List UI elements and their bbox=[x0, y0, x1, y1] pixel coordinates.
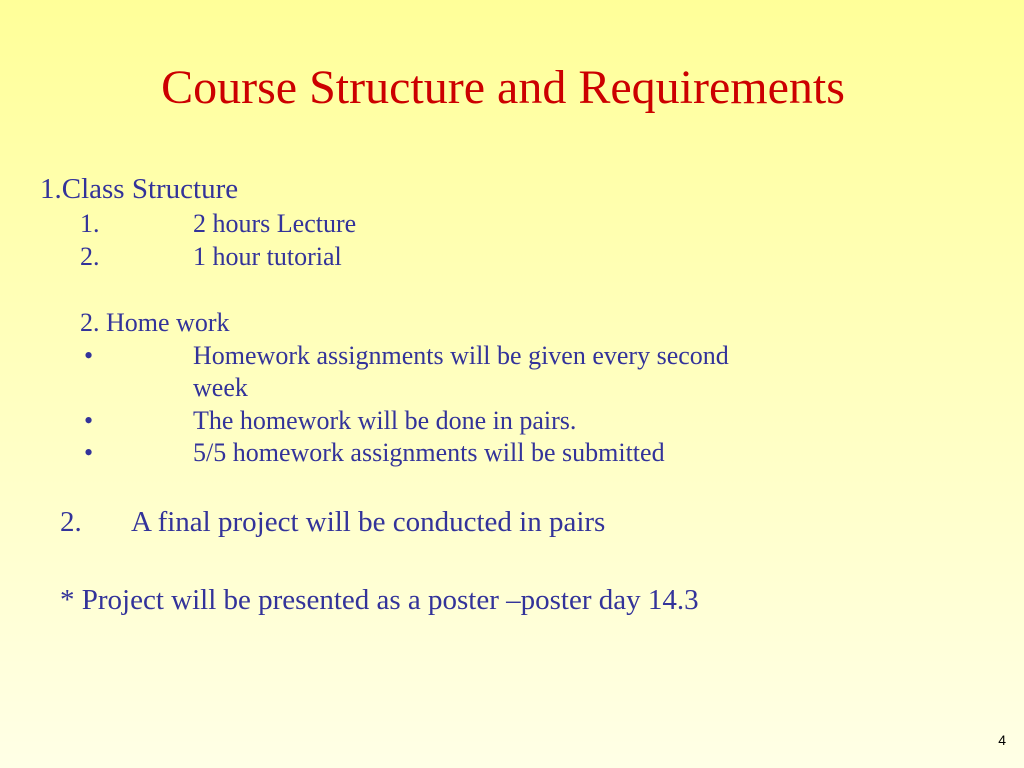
homework-bullet-2-marker: • bbox=[84, 406, 94, 435]
class-structure-item-1-marker: 1. bbox=[80, 209, 100, 238]
homework-bullet-3-text: 5/5 homework assignments will be submitted bbox=[193, 438, 665, 467]
homework-bullet-1-line-1: Homework assignments will be given every second bbox=[193, 341, 729, 370]
class-structure-item-1-text: 2 hours Lecture bbox=[193, 209, 357, 238]
class-structure-heading: 1.Class Structure bbox=[40, 173, 239, 205]
homework-bullet-3-marker: • bbox=[84, 438, 94, 467]
homework-bullet-1-line-2: week bbox=[193, 373, 248, 402]
homework-heading: 2. Home work bbox=[80, 308, 230, 337]
final-project-marker: 2. bbox=[60, 506, 82, 538]
homework-bullet-1-marker: • bbox=[84, 341, 94, 370]
poster-note: * Project will be presented as a poster –poster day 14.3 bbox=[60, 584, 699, 616]
final-project-text: A final project will be conducted in pairs bbox=[131, 506, 606, 538]
homework-bullet-2-text: The homework will be done in pairs. bbox=[193, 406, 577, 435]
class-structure-item-2-text: 1 hour tutorial bbox=[193, 242, 342, 271]
class-structure-item-2-marker: 2. bbox=[80, 242, 100, 271]
slide-title: Course Structure and Requirements bbox=[161, 61, 845, 114]
page-number: 4 bbox=[998, 732, 1006, 748]
